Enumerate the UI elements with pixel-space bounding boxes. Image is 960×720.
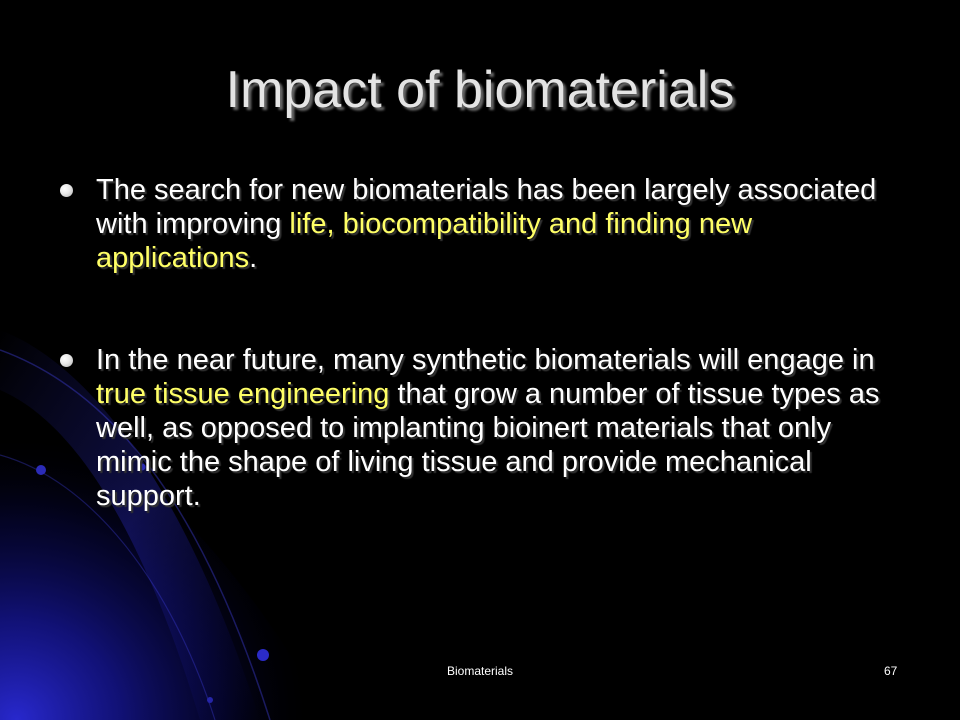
decor-dot-1 (36, 465, 46, 475)
decor-dot-3 (257, 649, 269, 661)
bullet-dot-icon (60, 354, 73, 367)
page-number: 67 (884, 664, 898, 678)
bullet-text: In the near future, many synthetic biomaterials will engage in (96, 344, 875, 376)
bullet-dot-icon (60, 184, 73, 197)
decor-dot-4 (207, 697, 213, 703)
bullet-highlight-text: true tissue engineering (96, 378, 390, 410)
bullet-list (58, 173, 908, 513)
bullet-highlight-text: life, biocompatibility and finding new applications (96, 208, 753, 274)
bullet-item-near-future (58, 343, 908, 513)
bullet-text-end: . (249, 242, 258, 274)
bullet-text: The search for new biomaterials has been largely associated with improving (96, 174, 877, 240)
footer-label: Biomaterials (446, 664, 514, 678)
bullet-item-search-biomaterials (58, 173, 908, 275)
slide-title: Impact of biomaterials (225, 61, 735, 119)
bullet-text-end: that grow a number of tissue types as well, as opposed to implanting bioinert materials that only mimic the shape of living tissue and provide mechanical support. (96, 378, 880, 512)
